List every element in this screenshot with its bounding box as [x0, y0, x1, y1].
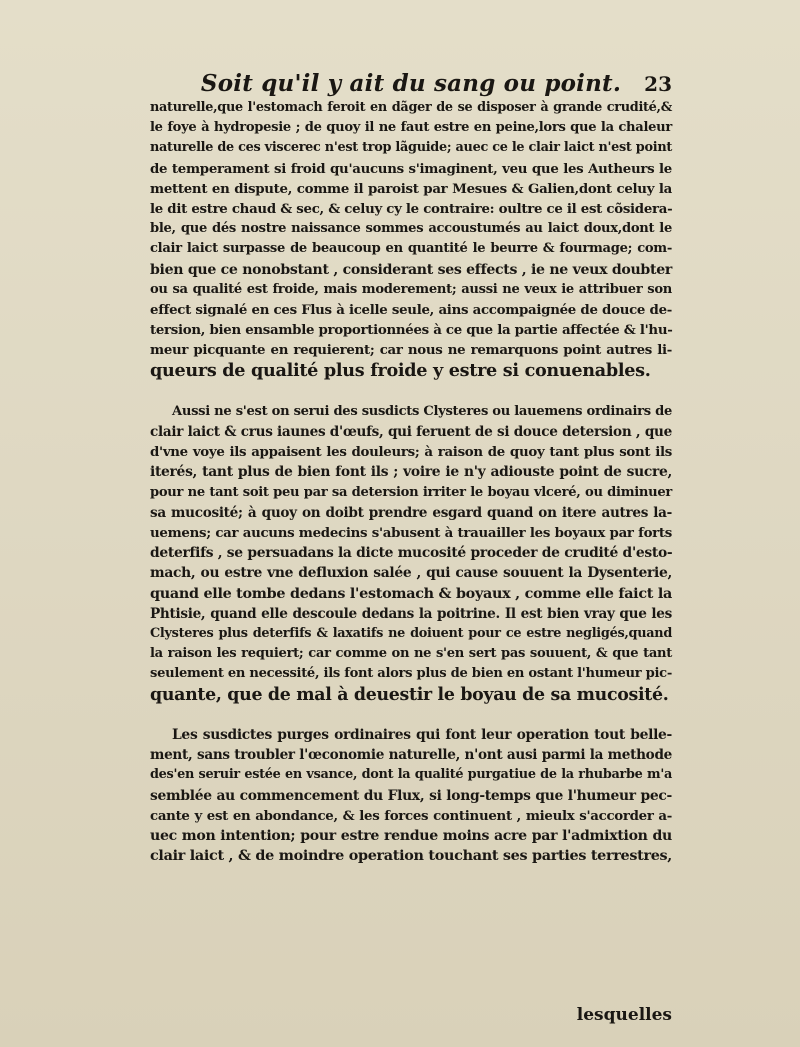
text-line: deterfifs , se persuadans la dicte mucosité proceder de crudité d'esto- [150, 545, 673, 562]
page-body [150, 98, 672, 866]
paragraph-2 [150, 402, 672, 705]
text-line: Aussi ne s'est on serui des susdicts Clysteres ou lauemens ordinairs de [172, 403, 672, 419]
text-line: de temperament si froid qu'aucuns s'imaginent, veu que les Autheurs le [150, 160, 672, 177]
text-line: clair laict surpasse de beaucoup en quantité le beurre & fourmage; com- [150, 241, 672, 257]
text-line: d'vne voye ils appaisent les douleurs; à raison de quoy tant plus sont ils [150, 444, 672, 461]
text-line: le dit estre chaud & sec, & celuy cy le contraire: oultre ce il est cõsidera- [150, 201, 673, 218]
text-line: sa mucosité; à quoy on doibt prendre esgard quand on itere autres la- [150, 504, 672, 521]
text-line: Clysteres plus deterfifs & laxatifs ne doiuent pour ce estre negligés,quand [150, 626, 672, 642]
catchword: lesquelles [576, 1005, 672, 1025]
text-line: quante, que de mal à deuestir le boyau de sa mucosité. [150, 684, 669, 705]
text-line: Phtisie, quand elle descoule dedans la poitrine. Il est bien vray que les [150, 605, 672, 622]
text-line: des'en seruir estée en vsance, dont la qualité purgatiue de la rhubarbe m'a [150, 767, 672, 783]
text-line: effect signalé en ces Flus à icelle seule, ains accompaignée de douce de- [150, 302, 672, 319]
page-number: 23 [644, 72, 672, 96]
text-line: bien que ce nonobstant , considerant ses effects , ie ne veux doubter [150, 261, 672, 278]
text-line: semblée au commencement du Flux, si long-temps que l'humeur pec- [150, 787, 672, 804]
text-line: le foye à hydropesie ; de quoy il ne faut estre en peine,lors que la chaleur [150, 120, 672, 136]
text-line: meur picquante en requierent; car nous ne remarquons point autres li- [150, 342, 672, 359]
text-line: mach, ou estre vne defluxion salée , qui cause souuent la Dysenterie, [150, 565, 672, 582]
text-line: tersion, bien ensamble proportionnées à ce que la partie affectée & l'hu- [150, 322, 673, 339]
text-line: pour ne tant soit peu par sa detersion irriter le boyau vlceré, ou diminuer [150, 484, 672, 500]
text-line: naturelle de ces viscerес n'est trop lãguide; auec ce le clair laict n'est point [150, 140, 672, 156]
text-line: ou sa qualité est froide, mais moderement; aussi ne veux ie attribuer son [150, 281, 672, 297]
text-line: naturelle,que l'estomach feroit en dãger de se disposer à grande crudité,& [150, 100, 672, 115]
paragraph-1 [150, 98, 672, 381]
text-line: ment, sans troubler l'œconomie naturelle, n'ont ausi parmi la methode [150, 747, 672, 764]
running-title: Soit qu'il y ait du sang ou point. [200, 70, 622, 97]
paragraph-3 [150, 725, 672, 866]
text-line: ble, que dés nostre naissance sommes accoustumés au laict doux,dont le [150, 221, 672, 237]
text-line: quand elle tombe dedans l'estomach & boyaux , comme elle faict la [150, 585, 672, 602]
text-line: seulement en necessité, ils font alors plus de bien en ostant l'humeur pic- [150, 666, 672, 682]
text-line: cante y est en abondance, & les forces continuent , mieulx s'accorder a- [150, 807, 672, 824]
text-line: uec mon intention; pour estre rendue moins acre par l'admixtion du [150, 827, 672, 844]
text-line: Les susdictes purges ordinaires qui font leur operation tout belle- [172, 726, 672, 743]
text-line: clair laict , & de moindre operation touchant ses parties terrestres, [150, 848, 672, 865]
text-line: uemens; car aucuns medecins s'abusent à trauailler les boyaux par forts [150, 525, 672, 542]
text-line: iterés, tant plus de bien font ils ; voire ie n'y adiouste point de sucre, [150, 464, 672, 481]
text-line: mettent en dispute, comme il paroist par Mesues & Galien,dont celuy la [150, 180, 672, 197]
text-line: la raison les requiert; car comme on ne s'en sert pas souuent, & que tant [150, 646, 672, 662]
text-line: clair laict & crus iaunes d'œufs, qui feruent de si douce detersion , que [150, 424, 672, 441]
text-line: queurs de qualité plus froide y estre si conuenables. [150, 359, 651, 381]
